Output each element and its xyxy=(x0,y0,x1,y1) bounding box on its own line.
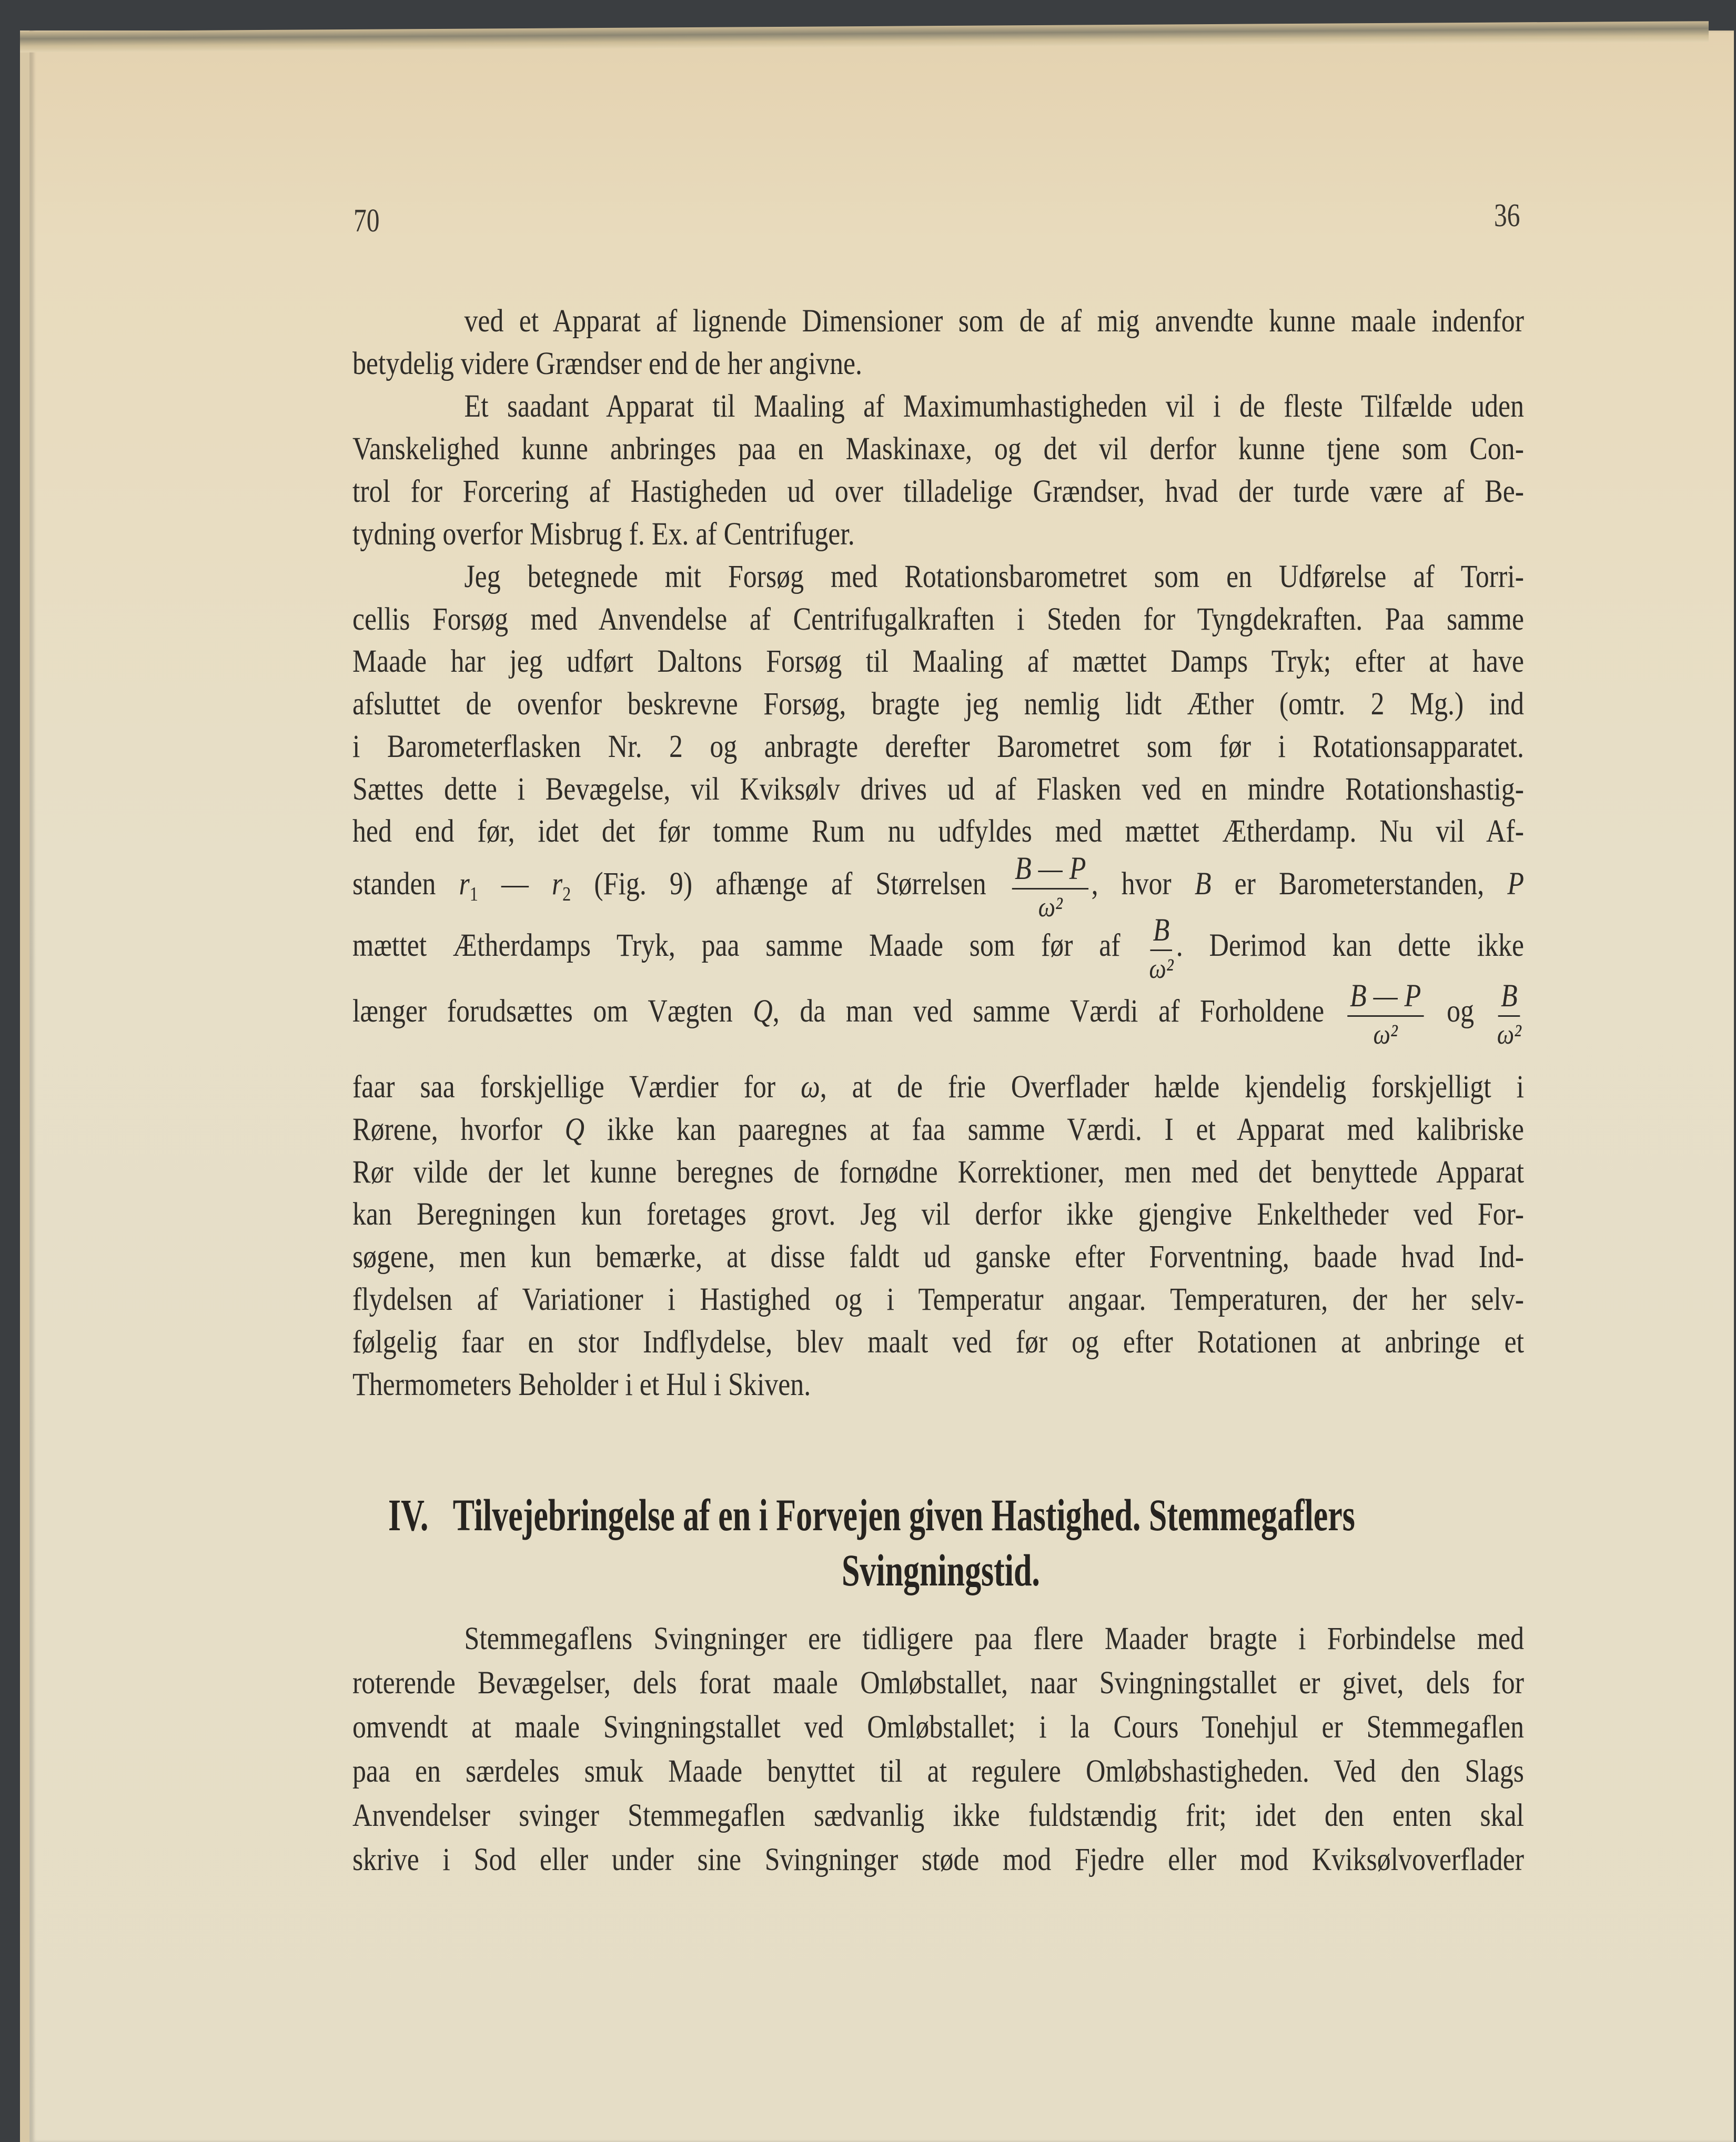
math-symbol: B xyxy=(1194,866,1212,902)
page-number-left: 70 xyxy=(354,203,380,239)
text-segment: i Barometerflasken Nr. 2 og anbragte derefter Barometret som før i Rotationsapparatet. xyxy=(352,729,1524,764)
text-line xyxy=(352,978,1524,1050)
section-heading-line-1 xyxy=(388,1489,1355,1541)
text-line xyxy=(352,1662,1524,1704)
text-segment: flydelsen af Variationer i Hastighed og i Temperatur angaar. Temperaturen, der her selv- xyxy=(352,1282,1524,1317)
text-segment: hed end før, idet det før tomme Rum nu udfyldes med mættet Ætherdamp. Nu vil Af- xyxy=(352,814,1524,850)
text-line xyxy=(352,640,1524,683)
fraction-denominator: ω² xyxy=(1038,891,1063,923)
text-line xyxy=(352,470,1524,513)
text-segment: er Barometerstanden, xyxy=(1211,866,1508,902)
text-line xyxy=(352,1363,1524,1406)
text-segment: Vanskelighed kunne anbringes paa en Maskinaxe, og det vil derfor kunne tjene som Con- xyxy=(352,431,1524,467)
math-symbol: ω xyxy=(801,1069,820,1105)
page-number-right: 36 xyxy=(1494,198,1520,234)
math-subscript: 2 xyxy=(562,883,571,905)
text-segment: kan Beregningen kun foretages grovt. Jeg vil derfor ikke gjengive Enkeltheder ved For- xyxy=(352,1197,1524,1232)
text-line xyxy=(352,598,1524,641)
text-segment: . Derimod kan dette ikke xyxy=(1176,928,1524,963)
text-line xyxy=(352,1151,1524,1194)
text-line xyxy=(352,1750,1524,1793)
math-fraction xyxy=(1012,853,1089,921)
section-number: IV. xyxy=(388,1490,429,1540)
text-segment: ved et Apparat af lignende Dimensioner som de af mig anvendte kunne maale indenfor xyxy=(464,304,1524,339)
math-symbol: P xyxy=(1507,866,1524,902)
text-segment: og xyxy=(1426,994,1495,1029)
text-segment: Anvendelser svinger Stemmegaflen sædvanlig ikke fuldstændig frit; idet den enten skal xyxy=(352,1798,1524,1833)
math-symbol: Q xyxy=(564,1112,585,1147)
text-line xyxy=(352,1838,1524,1881)
math-symbol: r xyxy=(459,866,470,902)
text-segment: cellis Forsøg med Anvendelse af Centrifugalkraften i Steden for Tyngdekraften. Paa samme xyxy=(352,601,1524,637)
text-line xyxy=(352,1278,1524,1321)
text-line xyxy=(352,300,1524,342)
text-segment: omvendt at maale Svingningstallet ved Omløbstallet; i la Cours Tonehjul er Stemmegaflen xyxy=(352,1710,1524,1745)
fraction-denominator: ω² xyxy=(1373,1018,1398,1050)
math-symbol: Q xyxy=(753,994,773,1029)
math-fraction xyxy=(1149,914,1173,983)
text-segment: Stemmegaflens Svingninger ere tidligere paa flere Maader bragte i Forbindelse med xyxy=(464,1621,1524,1656)
text-line xyxy=(352,1193,1524,1236)
text-line xyxy=(352,725,1524,768)
text-segment: Maade har jeg udført Daltons Forsøg til Maaling af mættet Damps Tryk; efter at have xyxy=(352,644,1524,680)
math-fraction xyxy=(1497,980,1521,1048)
text-line xyxy=(352,683,1524,725)
text-line xyxy=(352,1108,1524,1151)
fraction-denominator: ω² xyxy=(1149,953,1174,984)
fraction-numerator: B xyxy=(1498,980,1520,1017)
text-segment: Rørene, hvorfor xyxy=(352,1112,565,1147)
math-fraction xyxy=(1347,980,1424,1048)
text-line xyxy=(352,555,1524,598)
text-segment: trol for Forcering af Hastigheden ud over tilladelige Grændser, hvad der turde være af Be- xyxy=(352,474,1524,509)
text-line xyxy=(352,1794,1524,1837)
text-segment: Jeg betegnede mit Forsøg med Rotationsbarometret som en Udførelse af Torri- xyxy=(464,559,1524,594)
text-segment: , da man ved samme Værdi af Forholdene xyxy=(772,994,1345,1029)
section-title: Tilvejebringelse af en i Forvejen given Hastighed. Stemmegaflers xyxy=(452,1490,1355,1540)
text-line xyxy=(352,1618,1524,1660)
text-line xyxy=(352,1236,1524,1278)
text-segment: Et saadant Apparat til Maaling af Maximumhastigheden vil i de fleste Tilfælde uden xyxy=(464,389,1524,424)
text-segment: (Fig. 9) afhænge af Størrelsen xyxy=(571,866,1010,902)
text-segment: længer forudsættes om Vægten xyxy=(352,994,753,1029)
fraction-numerator: B xyxy=(1150,914,1173,951)
text-segment: paa en særdeles smuk Maade benyttet til at regulere Omløbshastigheden. Ved den Slags xyxy=(352,1754,1524,1789)
text-line xyxy=(352,513,1524,555)
text-line xyxy=(352,810,1524,853)
math-subscript: 1 xyxy=(469,883,478,905)
text-segment: Sættes dette i Bevægelse, vil Kviksølv drives ud af Flasken ved en mindre Rotationshastig- xyxy=(352,771,1524,807)
text-segment: , hvor xyxy=(1091,866,1195,902)
text-segment: søgene, men kun bemærke, at disse faldt ud ganske efter Forventning, baade hvad Ind- xyxy=(352,1239,1524,1275)
text-line xyxy=(352,768,1524,811)
text-segment: roterende Bevægelser, dels forat maale Omløbstallet, naar Svingningstallet er givet, dels for xyxy=(352,1665,1524,1701)
fraction-denominator: ω² xyxy=(1497,1018,1521,1050)
text-segment: Thermometers Beholder i et Hul i Skiven. xyxy=(352,1367,811,1402)
text-line xyxy=(352,913,1524,984)
text-line xyxy=(352,851,1524,923)
text-line xyxy=(352,385,1524,428)
text-segment: standen xyxy=(352,866,459,902)
text-segment: betydelig videre Grændser end de her angivne. xyxy=(352,346,862,381)
fraction-numerator: B — P xyxy=(1347,980,1424,1017)
text-segment: tydning overfor Misbrug f. Ex. af Centrifuger. xyxy=(352,517,855,552)
math-symbol: r xyxy=(551,866,563,902)
text-segment: skrive i Sod eller under sine Svingninger støde mod Fjedre eller mod Kviksølvoverflader xyxy=(352,1842,1524,1877)
text-line xyxy=(352,342,1524,385)
text-segment: følgelig faar en stor Indflydelse, blev maalt ved før og efter Rotationen at anbringe et xyxy=(352,1324,1524,1360)
text-segment: Rør vilde der let kunne beregnes de fornødne Korrektioner, men med det benyttede Apparat xyxy=(352,1154,1524,1190)
text-line xyxy=(352,1706,1524,1749)
text-line xyxy=(352,428,1524,470)
text-segment: — xyxy=(478,866,552,902)
section-heading-line-2: Svingningstid. xyxy=(842,1545,1040,1595)
text-line xyxy=(352,1321,1524,1363)
text-segment: faar saa forskjellige Værdier for xyxy=(352,1069,801,1105)
text-segment: ikke kan paaregnes at faa samme Værdi. I et Apparat med kalibriske xyxy=(584,1112,1524,1147)
text-line xyxy=(352,1066,1524,1108)
text-segment: afsluttet de ovenfor beskrevne Forsøg, bragte jeg nemlig lidt Æther (omtr. 2 Mg.) ind xyxy=(352,686,1524,722)
text-segment: , at de frie Overflader hælde kjendelig forskjelligt i xyxy=(820,1069,1524,1105)
text-segment: mættet Ætherdamps Tryk, paa samme Maade som før af xyxy=(352,928,1147,963)
fraction-numerator: B — P xyxy=(1012,853,1089,890)
